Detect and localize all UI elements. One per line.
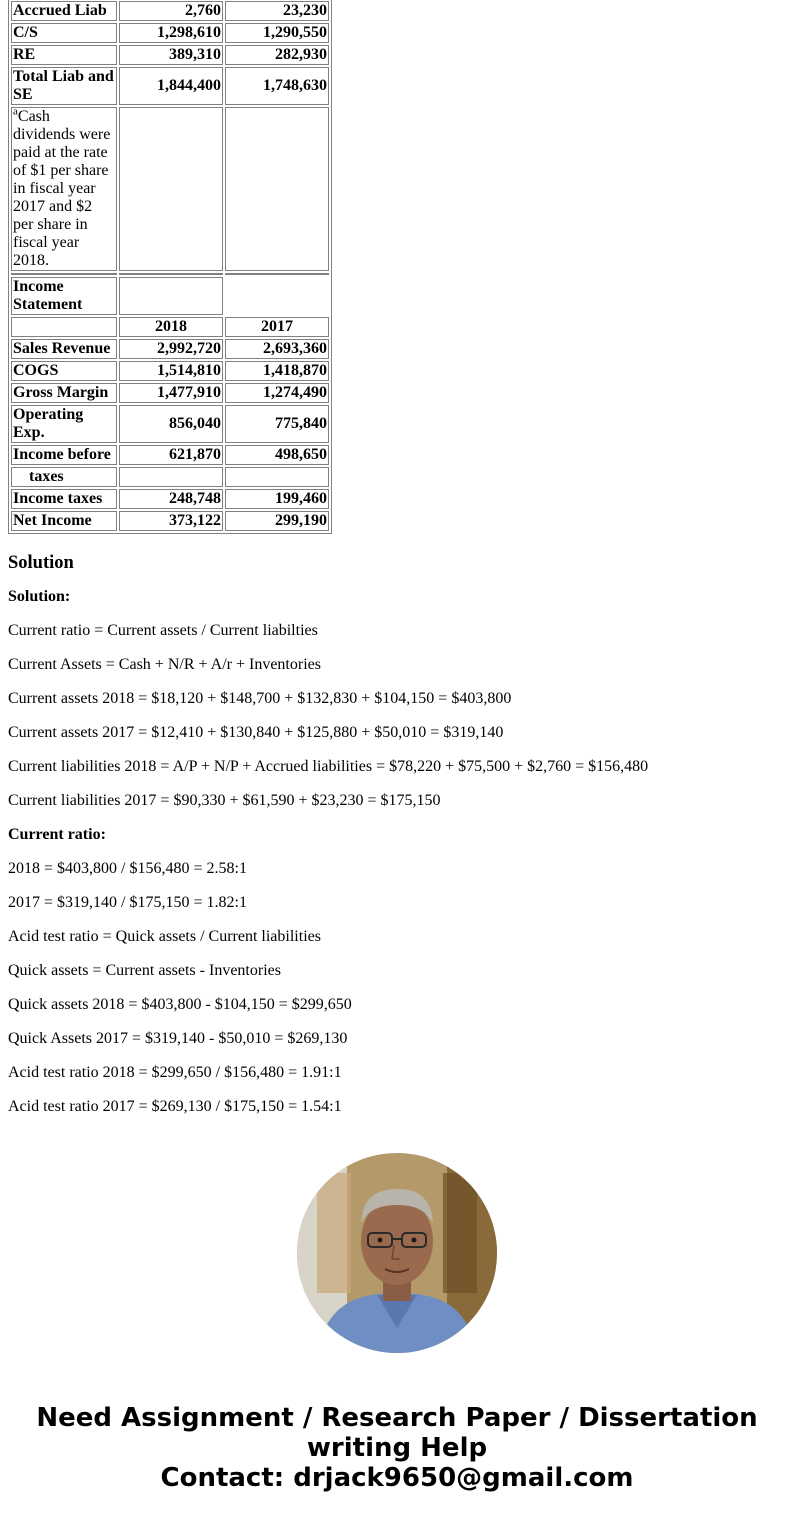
table-row [11,1,329,21]
value-2018: 1,514,810 [119,361,223,381]
footnote-marker: a [13,105,18,118]
separator-cell [119,273,223,275]
value-2018: 2,760 [119,1,223,21]
author-avatar [297,1153,497,1353]
separator-row [11,273,329,275]
value-2018: 856,040 [119,405,223,443]
table-row [11,23,329,43]
current-ratio-label: Current ratio: [8,826,106,843]
value-2018: 389,310 [119,45,223,65]
year-header-2017: 2017 [225,317,329,337]
table-row [11,511,329,531]
empty-cell [11,317,117,337]
value-2018: 1,477,910 [119,383,223,403]
year-header-row [11,317,329,337]
promo-line: writing Help [306,1433,488,1463]
row-label-text: taxes [29,468,64,485]
row-label: Sales Revenue [11,339,117,359]
table-row [11,445,329,465]
solution-line: 2017 = $319,140 / $175,150 = 1.82:1 [8,894,247,911]
value-2018: 373,122 [119,511,223,531]
year-header-2018: 2018 [119,317,223,337]
solution-line: Current Assets = Cash + N/R + A/r + Inventories [8,656,321,673]
footnote-row [11,107,329,271]
solution-line: Acid test ratio 2017 = $269,130 / $175,150 = 1.54:1 [8,1098,342,1115]
value-2017: 1,748,630 [225,67,329,105]
table-row [11,361,329,381]
income-statement-title: Income Statement [11,277,117,315]
row-label: Income taxes [11,489,117,509]
solution-line: Quick assets = Current assets - Inventories [8,962,281,979]
empty-cell [119,107,223,271]
row-label: Net Income [11,511,117,531]
separator-cell [225,273,329,275]
financial-table [8,0,332,534]
empty-cell [119,277,223,315]
solution-line: Current assets 2018 = $18,120 + $148,700 + $132,830 + $104,150 = $403,800 [8,690,512,707]
row-label: Total Liab and SE [11,67,117,105]
solution-line: Quick Assets 2017 = $319,140 - $50,010 = $269,130 [8,1030,348,1047]
table-row [11,383,329,403]
solution-label: Solution: [8,588,71,605]
solution-line: Acid test ratio = Quick assets / Current liabilities [8,928,321,945]
table-row [11,405,329,443]
solution-line: Current liabilities 2018 = A/P + N/P + Accrued liabilities = $78,220 + $75,500 + $2,760 = $156,480 [8,758,649,775]
solution-line: Current ratio = Current assets / Current liabilties [8,622,318,639]
value-2017: 1,418,870 [225,361,329,381]
table-row [11,489,329,509]
table-row [11,339,329,359]
value-2017: 1,274,490 [225,383,329,403]
value-2017: 775,840 [225,405,329,443]
value-2017 [225,467,329,487]
solution-line: Acid test ratio 2018 = $299,650 / $156,480 = 1.91:1 [8,1064,342,1081]
table-row [11,45,329,65]
value-2017: 498,650 [225,445,329,465]
row-label: Income before [11,445,117,465]
value-2018: 2,992,720 [119,339,223,359]
avatar-portrait [297,1153,497,1353]
empty-cell [225,107,329,271]
row-label: RE [11,45,117,65]
solution-line: Current liabilities 2017 = $90,330 + $61,590 + $23,230 = $175,150 [8,792,441,809]
row-label: C/S [11,23,117,43]
promo-banner [0,1403,794,1493]
value-2018 [119,467,223,487]
separator-cell [11,273,117,275]
row-label: Accrued Liab [11,1,117,21]
value-2017: 1,290,550 [225,23,329,43]
promo-contact: Contact: drjack9650@gmail.com [160,1463,634,1493]
row-label: COGS [11,361,117,381]
solution-line: 2018 = $403,800 / $156,480 = 2.58:1 [8,860,247,877]
solution-body [8,588,786,1116]
value-2017: 199,460 [225,489,329,509]
footnote-text: Cash dividends were paid at the rate of $1 per share in fiscal year 2017 and $2 per share in fiscal year 2018. [13,108,111,269]
promo-line: Need Assignment / Research Paper / Dissertation [36,1403,758,1433]
income-statement-title-row [11,277,329,315]
value-2018: 248,748 [119,489,223,509]
solution-heading: Solution [8,553,74,573]
row-label: Gross Margin [11,383,117,403]
value-2018: 621,870 [119,445,223,465]
table-row [11,67,329,105]
row-label: Operating Exp. [11,405,117,443]
value-2017: 299,190 [225,511,329,531]
empty-cell [225,277,329,315]
value-2017: 2,693,360 [225,339,329,359]
table-row [11,467,329,487]
value-2018: 1,298,610 [119,23,223,43]
row-label [11,467,117,487]
solution-line: Current assets 2017 = $12,410 + $130,840 + $125,880 + $50,010 = $319,140 [8,724,504,741]
value-2017: 282,930 [225,45,329,65]
page-content [8,0,786,1132]
solution-line: Quick assets 2018 = $403,800 - $104,150 = $299,650 [8,996,352,1013]
dividend-footnote [11,107,117,271]
value-2017: 23,230 [225,1,329,21]
value-2018: 1,844,400 [119,67,223,105]
